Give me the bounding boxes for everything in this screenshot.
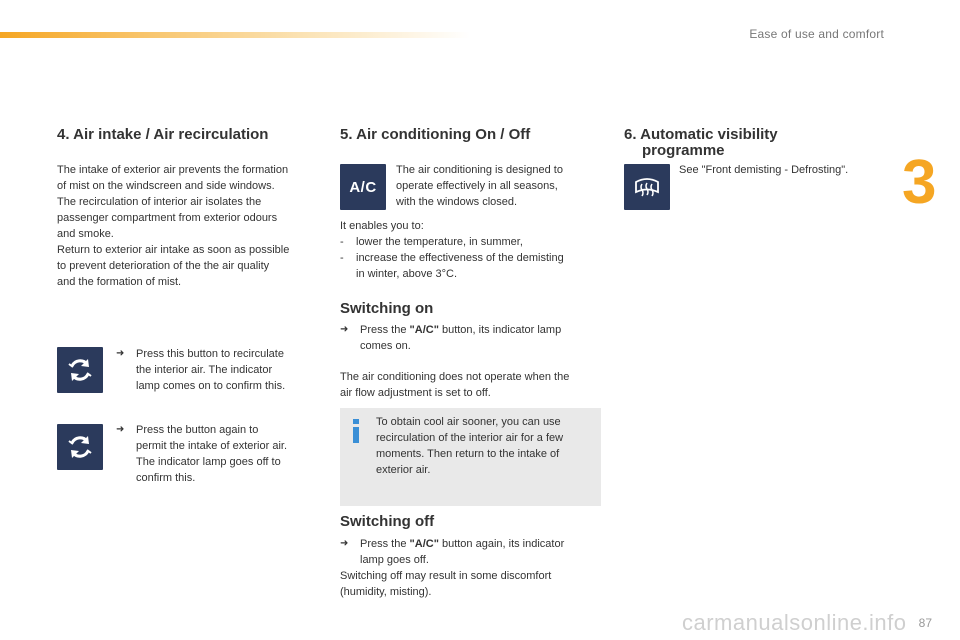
bullet-arrow-icon: ➜: [340, 324, 349, 335]
heading-air-conditioning: 5. Air conditioning On / Off: [340, 126, 531, 143]
info-text: To obtain cool air sooner, you can use recirculation of the interior air for a few moments. Then return to the intake of exterior air.: [376, 416, 564, 476]
recirculation-icon: [65, 355, 95, 385]
ac-description: The air conditioning is designed to operate effectively in all seasons, with the windows closed.: [396, 164, 563, 208]
rear-defrost-icon: [632, 172, 662, 202]
heading-switching-off: Switching off: [340, 513, 435, 530]
watermark: carmanualsonline.info: [682, 610, 907, 635]
heading-switching-on: Switching on: [340, 300, 434, 317]
air-intake-intro: The intake of exterior air prevents the formation of mist on the windscreen and side windows. The recirculation of interior air isolates the passenger compartment from exterior odours and smoke. Return to exterior air intake as soon as possible to prevent deterioration of the the air quality and the formation of mist.: [57, 164, 290, 288]
ac-label: A/C: [349, 178, 377, 196]
heading-visibility-programme: 6. Automatic visibility programme: [624, 126, 778, 159]
section-title: Ease of use and comfort: [749, 27, 884, 41]
header-accent-bar: [0, 32, 470, 38]
chapter-number: 3: [902, 148, 937, 217]
ac-enables: It enables you to: - lower the temperature, in summer, - increase the effectiveness of the demisting in winter, above 3°C.: [340, 220, 564, 280]
visibility-button: [624, 164, 670, 210]
bullet-arrow-icon: ➜: [116, 424, 125, 435]
recirculation-icon: [65, 432, 95, 462]
ac-off-note: The air conditioning does not operate when the air flow adjustment is set to off.: [340, 371, 570, 399]
recirculation-step-1: ➜ Press this button to recirculate the interior air. The indicator lamp comes on to confirm this.: [116, 348, 286, 392]
recirculation-button-on: [57, 347, 103, 393]
recirculation-button-off: [57, 424, 103, 470]
page-number: 87: [918, 616, 932, 630]
switching-on-step: ➜ Press the "A/C" button, its indicator lamp comes on.: [340, 324, 562, 352]
ac-button: [340, 164, 386, 210]
visibility-see: See "Front demisting - Defrosting".: [679, 164, 849, 176]
heading-air-intake: 4. Air intake / Air recirculation: [57, 126, 269, 143]
info-icon: [352, 419, 360, 443]
recirculation-step-2: ➜ Press the button again to permit the intake of exterior air. The indicator lamp goes off to confirm this.: [116, 424, 288, 484]
switching-off-step: ➜ Press the "A/C" button again, its indicator lamp goes off.: [340, 538, 565, 566]
bullet-arrow-icon: ➜: [116, 348, 125, 359]
bullet-arrow-icon: ➜: [340, 538, 349, 549]
switching-off-note: Switching off may result in some discomfort (humidity, misting).: [340, 570, 552, 598]
